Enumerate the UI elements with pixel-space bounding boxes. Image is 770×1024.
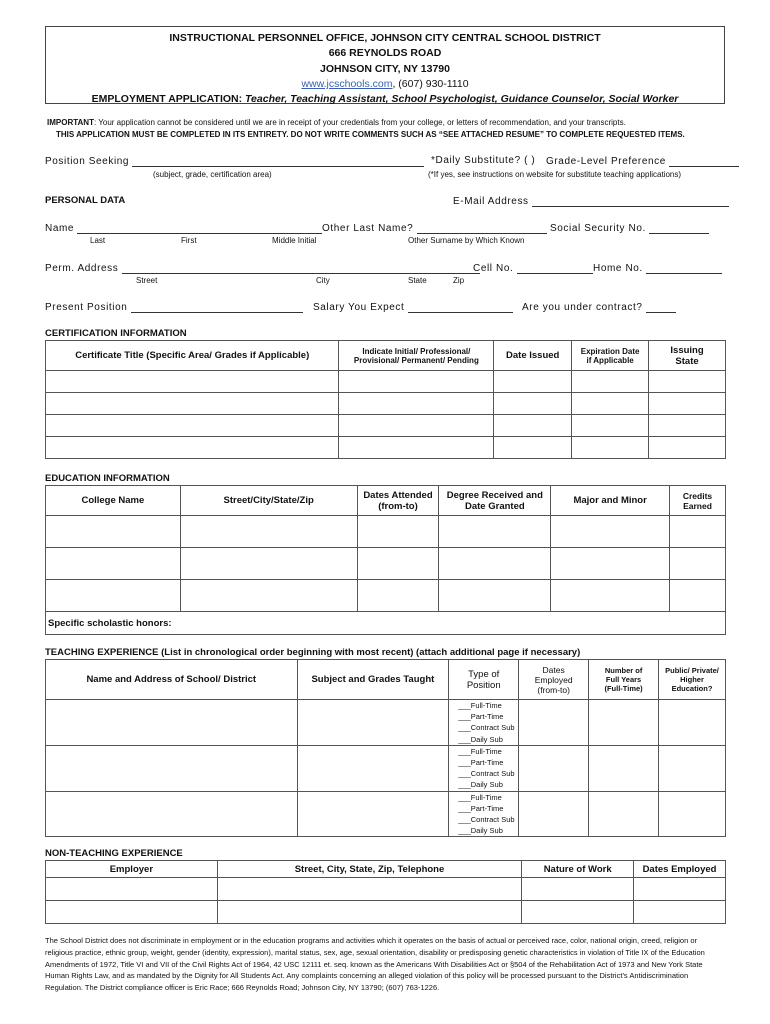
table-row[interactable] [46, 580, 726, 612]
teaching-heading: TEACHING EXPERIENCE (List in chronological order beginning with most recent) (attach additional page if necessary) [45, 647, 581, 658]
state-hint: State [408, 276, 427, 285]
nonteaching-table [45, 860, 726, 924]
middle-hint: Middle Initial [272, 236, 317, 245]
teaching-header-row [46, 660, 726, 700]
nt-col-employer: Employer [46, 861, 218, 878]
application-title: EMPLOYMENT APPLICATION: Teacher, Teaching Assistant, School Psychologist, Guidance Counselor, Social Worker [91, 93, 679, 105]
position-hint: (subject, grade, certification area) [153, 170, 272, 179]
city-address: JOHNSON CITY, NY 13790 [320, 63, 450, 75]
personal-data-heading: PERSONAL DATA [45, 195, 126, 206]
cert-col-expiration: Expiration Date if Applicable [572, 341, 649, 371]
cell-field[interactable] [517, 262, 593, 274]
edu-col-credits: Credits Earned [670, 486, 726, 516]
other-surname-hint: Other Surname by Which Known [408, 236, 525, 245]
cert-col-date-issued: Date Issued [494, 341, 572, 371]
teach-col-type: Type of Position [449, 660, 519, 700]
cell-row: Cell No. [473, 262, 593, 274]
zip-hint: Zip [453, 276, 465, 285]
nt-col-address: Street, City, State, Zip, Telephone [217, 861, 521, 878]
table-row[interactable] [46, 393, 726, 415]
position-type-options[interactable]: ___Full-Time ___Part-Time ___Contract Sub ___Daily Sub [449, 700, 519, 746]
table-row[interactable] [46, 700, 726, 746]
education-heading: EDUCATION INFORMATION [45, 473, 170, 484]
other-last-name-field[interactable] [417, 222, 547, 234]
city-hint: City [316, 276, 330, 285]
phone-number: , (607) 930-1110 [392, 78, 469, 90]
email-row: E-Mail Address [453, 195, 729, 207]
ssn-row: Social Security No. [550, 222, 709, 234]
grade-level-row: Grade-Level Preference [546, 155, 739, 167]
edu-col-address: Street/City/State/Zip [180, 486, 357, 516]
cert-col-state: Issuing State [649, 341, 726, 371]
table-row[interactable] [46, 791, 726, 837]
edu-col-dates: Dates Attended (from-to) [357, 486, 439, 516]
teach-col-dates: Dates Employed (from-to) [519, 660, 589, 700]
nt-col-dates: Dates Employed [634, 861, 726, 878]
cert-col-title: Certificate Title (Specific Area/ Grades if Applicable) [46, 341, 339, 371]
education-header-row [46, 486, 726, 516]
position-seeking-field[interactable] [132, 155, 424, 167]
last-hint: Last [90, 236, 106, 245]
position-type-options[interactable]: ___Full-Time ___Part-Time ___Contract Sub ___Daily Sub [449, 745, 519, 791]
name-row: Name [45, 222, 322, 234]
important-note: IMPORTANT: Your application cannot be considered until we are in receipt of your credentials from your college, or letters of recommendation, and your transcripts. [47, 118, 626, 127]
daily-sub-hint: (*If yes, see instructions on website for substitute teaching applications) [428, 170, 682, 179]
important-instructions: THIS APPLICATION MUST BE COMPLETED IN ITS ENTIRETY. DO NOT WRITE COMMENTS SUCH AS “SEE ATTACHED RESUME” TO COMPLETE REQUESTED ITEMS. [56, 130, 685, 139]
header-box [45, 26, 725, 104]
contract-field[interactable] [646, 301, 676, 313]
position-seeking-row: Position Seeking [45, 155, 424, 167]
certification-heading: CERTIFICATION INFORMATION [45, 328, 187, 339]
first-hint: First [181, 236, 197, 245]
table-row[interactable] [46, 437, 726, 459]
edu-col-major: Major and Minor [551, 486, 670, 516]
teach-col-subject: Subject and Grades Taught [297, 660, 449, 700]
edu-col-college: College Name [46, 486, 181, 516]
application-positions: Teacher, Teaching Assistant, School Psychologist, Guidance Counselor, Social Worker [245, 93, 679, 105]
contract-row: Are you under contract? [522, 301, 676, 313]
honors-row[interactable] [46, 612, 726, 635]
teach-col-school: Name and Address of School/ District [46, 660, 298, 700]
nondiscrimination-statement: The School District does not discriminate in employment or in the education programs and activities which it operates on the basis of actual or perceived race, color, national origin, creed, religion or religious practice, ethnic group, weight, gender (identity, expression), marital status, sex, age, sexual orientation, disability or predisposing genetic characteristics in violation of Title IX of the Education Amendments of 1972, Title VI and VII of the Civil Rights Act of 1964, 42 USC 12111 et. seq. known as the Americans With Disabilities Act or §504 of the Rehabilitation Act of 1973 and New York State Human Rights Law, and as mandated by the Dignity for All Students Act. Any complaints concerning an alleged violation of this policy will be processed pursuant to the District’s Antidiscrimination Regulation. The District compliance officer is Eric Race; 666 Reynolds Road; Johnson City, NY 13790; (607) 763-1226. [45, 936, 705, 993]
name-field[interactable] [77, 222, 322, 234]
nt-col-nature: Nature of Work [522, 861, 634, 878]
scholastic-honors-label: Specific scholastic honors: [46, 612, 726, 635]
street-hint: Street [136, 276, 158, 285]
certification-table [45, 340, 726, 459]
table-row[interactable] [46, 516, 726, 548]
other-last-name-row: Other Last Name? [322, 222, 547, 234]
edu-col-degree: Degree Received and Date Granted [439, 486, 551, 516]
salary-row: Salary You Expect [313, 301, 513, 313]
position-type-options[interactable]: ___Full-Time ___Part-Time ___Contract Sub ___Daily Sub [449, 791, 519, 837]
office-title: INSTRUCTIONAL PERSONNEL OFFICE, JOHNSON CITY CENTRAL SCHOOL DISTRICT [169, 32, 601, 44]
table-row[interactable] [46, 548, 726, 580]
certification-header-row [46, 341, 726, 371]
nonteaching-header-row [46, 861, 726, 878]
table-row[interactable] [46, 901, 726, 924]
website-link[interactable]: www.jcschools.com [301, 78, 393, 90]
cert-col-type: Indicate Initial/ Professional/ Provisional/ Permanent/ Pending [339, 341, 494, 371]
home-row: Home No. [593, 262, 722, 274]
teach-col-public: Public/ Private/ Higher Education? [659, 660, 726, 700]
perm-address-field[interactable] [122, 262, 480, 274]
table-row[interactable] [46, 371, 726, 393]
street-address: 666 REYNOLDS ROAD [328, 47, 442, 59]
present-position-row: Present Position [45, 301, 303, 313]
table-row[interactable] [46, 878, 726, 901]
daily-substitute-label[interactable]: *Daily Substitute? ( ) [431, 155, 536, 166]
email-field[interactable] [532, 195, 729, 207]
present-position-field[interactable] [131, 301, 303, 313]
grade-level-field[interactable] [669, 155, 739, 167]
perm-address-row: Perm. Address [45, 262, 480, 274]
home-field[interactable] [646, 262, 722, 274]
ssn-field[interactable] [649, 222, 709, 234]
teach-col-years: Number of Full Years (Full-Time) [589, 660, 659, 700]
table-row[interactable] [46, 415, 726, 437]
education-table [45, 485, 726, 635]
contact-line [46, 78, 724, 90]
salary-field[interactable] [408, 301, 513, 313]
teaching-table [45, 659, 726, 837]
table-row[interactable] [46, 745, 726, 791]
nonteaching-heading: NON-TEACHING EXPERIENCE [45, 848, 183, 859]
